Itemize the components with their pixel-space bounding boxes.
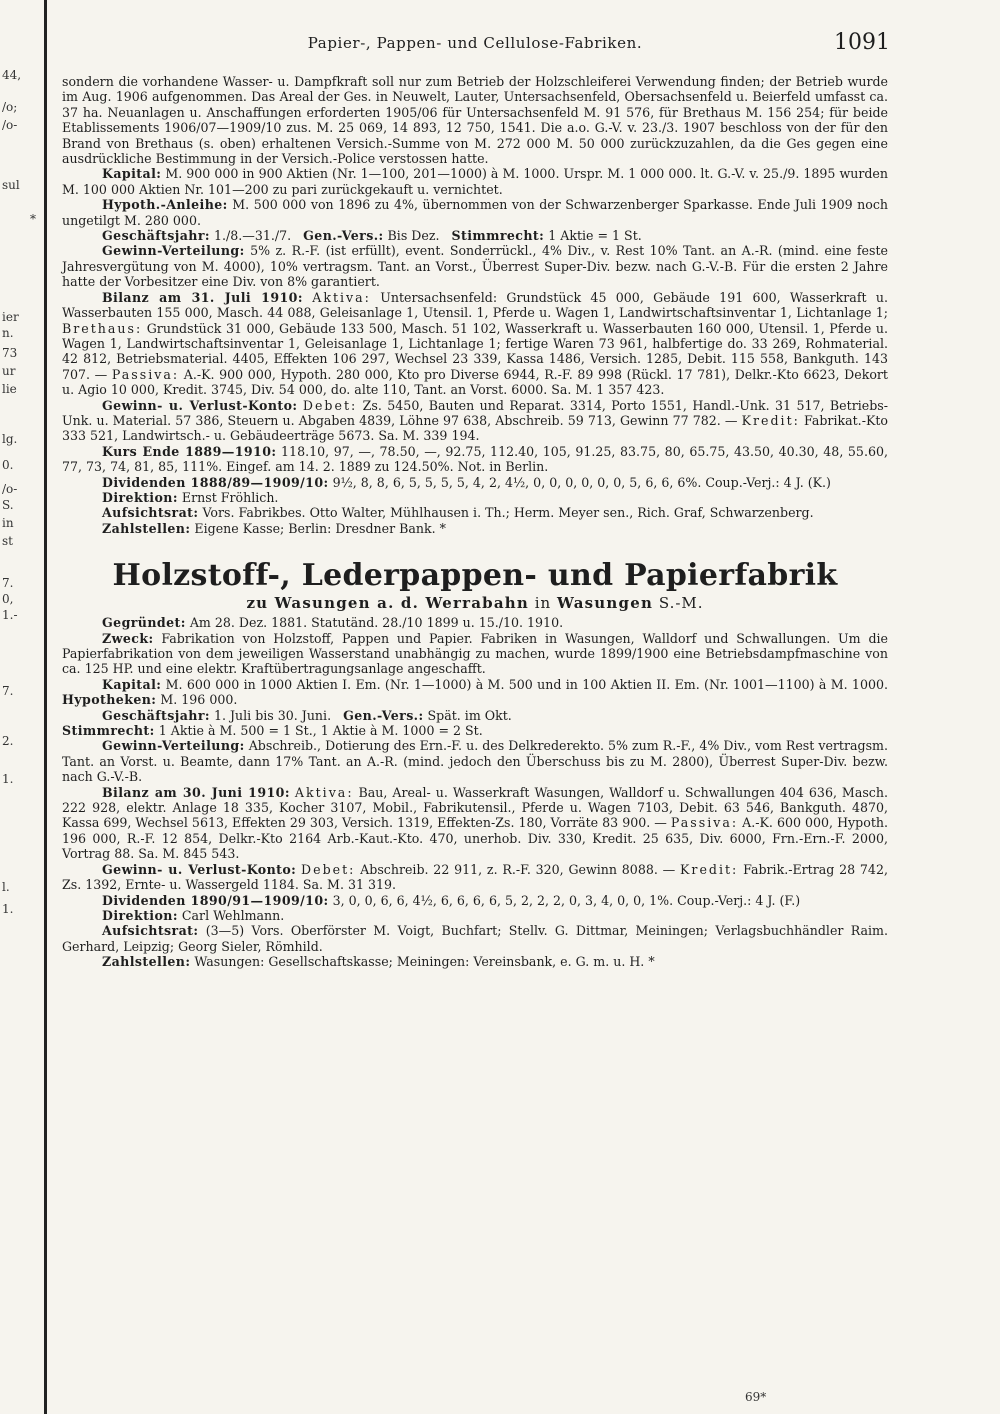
entry-text: M. 600 000 in 1000 Aktien I. Em. (Nr. 1—1000) à M. 500 und in 100 Aktien II. Em. (Nr. 1001—1100) à M. 1000. [165, 676, 888, 692]
entry-text: Abschreib., Dotierung des Ern.-F. u. des Delkrederekto. 5% zum R.-F., 4% Div., vom Rest vertragsm. Tant. an Vorst. u. Beamte, dann 17% Tant. an A.-R. (mind. jedoch den Überschuss bis zu M. 2800), Überrest Super-Div. bezw. nach G.-V.-B. [62, 738, 888, 785]
margin-fragment: 1.- [2, 608, 18, 622]
entry-text: Untersachsenfeld: Grundstück 45 000, Gebäude 191 600, Wasserkraft u. Wasserbauten 155 000, Masch. 44 088, Geleisanlage 1, Utensil. 1, Pferde u. Wagen 1, Landwirtschaftsinventar 1, Lichtanlage 1; [62, 289, 888, 321]
margin-fragment: 7. [2, 684, 14, 698]
margin-fragment: 2. [2, 734, 14, 748]
entry-label: Hypotheken: [62, 692, 157, 708]
margin-fragment: lg. [2, 432, 18, 446]
entry-text: 3, 0, 0, 6, 6, 4½, 6, 6, 6, 6, 5, 2, 2, 2, 0, 3, 4, 0, 0, 1%. Coup.-Verj.: 4 J. (F.) [332, 892, 801, 908]
margin-fragment: 0. [2, 458, 14, 472]
entry-text: Carl Wehlmann. [181, 907, 285, 923]
margin-fragment: sul [2, 178, 20, 192]
entry-text: Am 28. Dez. 1881. Statutänd. 28./10 1899 u. 15./10. 1910. [189, 615, 564, 631]
aufsichtsrat-entry [62, 923, 888, 954]
stimmrecht-entry [62, 723, 888, 738]
entry-text: A.-K. 600 000, Hypoth. 196 000, R.-F. 12 854, Delkr.-Kto 2164 Arb.-Kaut.-Kto. 470, unerhob. Div. 330, Kredit. 25 635, Div. 6000, Frn.-Ern.-F. 2000, Vortrag 88. Sa. M. 845 543. [62, 815, 888, 862]
margin-fragment: lie [2, 382, 17, 396]
margin-fragment: 44, [2, 68, 22, 82]
entry-text: 118.10, 97, —, 78.50, —, 92.75, 112.40, 105, 91.25, 83.75, 80, 65.75, 43.50, 40.30, 48, 55.60, 77, 73, 74, 81, 85, 111%. Eingef. am 14. 2. 1889 zu 124.50%. Not. in Berlin. [62, 443, 888, 475]
entry-label: Gen.-Vers.: [343, 707, 424, 723]
entry-label: Gewinn- u. Verlust-Konto: [102, 861, 297, 877]
entry-label: Kurs Ende 1889—1910: [102, 443, 277, 459]
bilanz-entry [62, 785, 888, 862]
company-subtitle [62, 594, 888, 612]
entry-label: Gewinn-Verteilung: [102, 243, 245, 259]
entry-label: Dividenden 1888/89—1909/10: [102, 474, 329, 490]
zahlstellen-entry [62, 954, 888, 969]
margin-fragment: 0, [2, 592, 14, 606]
margin-fragment: in [2, 516, 14, 530]
entry-text: 1./8.—31./7. [213, 228, 292, 244]
margin-fragment: st [2, 534, 13, 548]
margin-fragment: ier [2, 310, 19, 324]
kapital-entry [62, 677, 888, 708]
passiva-label: Passiva: [111, 366, 180, 382]
entry-text: Eigene Kasse; Berlin: Dresdner Bank. * [194, 520, 446, 536]
gewinn-verteilung-entry [62, 738, 888, 784]
margin-fragment: /o- [2, 482, 18, 496]
entry-label: Hypoth.-Anleihe: [102, 197, 228, 213]
entry-text: Fabrikat.-Kto 333 521, Landwirtsch.- u. Gebäudeerträge 5673. Sa. M. 339 194. [62, 412, 888, 444]
entry-label: Gewinn-Verteilung: [102, 738, 245, 754]
debet-label: Debet: [302, 397, 358, 413]
entry-label: Zahlstellen: [102, 520, 191, 536]
entry-label: Gewinn- u. Verlust-Konto: [102, 397, 298, 413]
margin-fragment: /o; [2, 100, 18, 114]
aufsichtsrat-entry [62, 505, 888, 520]
entry-label: Kapital: [102, 676, 162, 692]
entry-text: Grundstück 31 000, Gebäude 133 500, Masch. 51 102, Wasserkraft u. Wasserbauten 160 000, Utensil. 1, Pferde u. Wagen 1, Landwirtschaftsinventar 1, Geleisanlage 1, Lichtanlage 1; fertige Waren 73 961, halbfertige do. 33 269, Rohmaterial. 42 812, Betriebsmaterial. 4405, Effekten 106 297, Wechsel 23 339, Kassa 1486, Versich. 1285, Debit. 115 558, Bankguth. 143 707. — [62, 320, 888, 382]
kredit-label: Kredit: [741, 412, 800, 428]
company-region: S.-M. [658, 594, 704, 613]
entry-label: Aufsichtsrat: [102, 505, 199, 521]
entry-label: Bilanz am 30. Juni 1910: [102, 784, 290, 800]
entry-text: 1. Juli bis 30. Juni. [213, 707, 332, 723]
entry-text: 1 Aktie = 1 St. [548, 228, 642, 244]
margin-fragment: * [30, 212, 36, 226]
entry-text: A.-K. 900 000, Hypoth. 280 000, Kto pro Diverse 6944, R.-F. 89 998 (Rückl. 17 781), Delkr.-Kto 6623, Dekort u. Agio 10 000, Kredit. 3745, Div. 54 000, do. alte 110, Tant. an Vorst. 6000. Sa. M. 1 357 423. [62, 366, 888, 398]
dividenden-entry [62, 475, 888, 490]
entry-label: Direktion: [102, 907, 178, 923]
entry-text: Wasungen: Gesellschaftskasse; Meiningen: Vereinsbank, e. G. m. u. H. * [194, 954, 655, 970]
gewinn-verlust-entry [62, 862, 888, 893]
direktion-entry [62, 490, 888, 505]
kapital-entry [62, 166, 888, 197]
margin-fragment: 73 [2, 346, 18, 360]
entry-text: Bau, Areal- u. Wasserkraft Wasungen, Walldorf u. Schwallungen 404 636, Masch. 222 928, elektr. Anlage 18 335, Kocher 3107, Mobil., Fabrikutensil., Pferde u. Wagen 7103, Debit. 63 546, Bankguth. 4870, Kassa 699, Wechsel 5613, Effekten 29 303, Versich. 1319, Effekten-Zs. 180, Vorräte 83 900. — [62, 784, 888, 831]
entry-text: Spät. im Okt. [427, 707, 512, 723]
debet-label: Debet: [301, 861, 356, 877]
entry-text: Bis Dez. [387, 228, 440, 244]
geschaeftsjahr-entry [62, 708, 888, 723]
aktiva-label: Aktiva: [294, 784, 354, 800]
brethaus-label: Brethaus: [62, 320, 143, 336]
company-seat: Wasungen [557, 594, 654, 613]
margin-fragment: 1. [2, 772, 14, 786]
margin-fragment: 1. [2, 902, 14, 916]
running-title: Papier-, Pappen- und Cellulose-Fabriken. [307, 34, 643, 52]
dividenden-entry [62, 893, 888, 908]
entry-text: 9½, 8, 8, 6, 5, 5, 5, 5, 4, 2, 4½, 0, 0, 0, 0, 0, 0, 5, 6, 6, 6%. Coup.-Verj.: 4 J. (K.) [332, 474, 831, 490]
margin-fragment: ur [2, 364, 16, 378]
passiva-label: Passiva: [670, 815, 739, 831]
entry-label: Bilanz am 31. Juli 1910: [102, 289, 303, 305]
company-title: Holzstoff-, Lederpappen- und Papierfabrik [112, 558, 838, 594]
kurs-entry [62, 444, 888, 475]
gewinn-verteilung-entry [62, 243, 888, 289]
entry-text: Ernst Fröhlich. [181, 489, 279, 505]
margin-fragment: 7. [2, 576, 14, 590]
company-subtitle-in: in [534, 594, 552, 613]
aktiva-label: Aktiva: [312, 289, 371, 305]
zweck-entry [62, 631, 888, 677]
entry-text: Abschreib. 22 911, z. R.-F. 320, Gewinn 8088. — [360, 861, 676, 877]
margin-fragment: l. [2, 880, 10, 894]
bilanz-entry [62, 290, 888, 398]
hypothek-entry [62, 197, 888, 228]
entry-label: Stimmrecht: [451, 228, 545, 244]
margin-fragment: /o- [2, 118, 18, 132]
geschaeftsjahr-entry [62, 228, 888, 243]
entry-label: Gegründet: [102, 615, 186, 631]
entry-label: Direktion: [102, 489, 178, 505]
entry-text: Vors. Fabrikbes. Otto Walter, Mühlhausen i. Th.; Herm. Meyer sen., Rich. Graf, Schwarzenberg. [202, 505, 814, 521]
company-location: zu Wasungen a. d. Werrabahn [246, 594, 529, 613]
entry-label: Aufsichtsrat: [102, 923, 199, 939]
entry-text: M. 500 000 von 1896 zu 4%, übernommen von der Schwarzenberger Sparkasse. Ende Juli 1909 noch ungetilgt M. 280 000. [62, 197, 888, 228]
page-content [62, 74, 888, 970]
direktion-entry [62, 908, 888, 923]
zahlstellen-entry [62, 521, 888, 536]
entry-text: (3—5) Vors. Oberförster M. Voigt, Buchfart; Stellv. G. Dittmar, Meiningen; Verlagsbuchhändler Raim. Gerhard, Leipzig; Georg Sieler, Römhild. [62, 923, 888, 954]
entry-label: Geschäftsjahr: [102, 228, 210, 244]
printer-signature: 69* [745, 1390, 767, 1404]
page-header [60, 30, 890, 60]
margin-fragment: S. [2, 498, 14, 512]
entry-label: Stimmrecht: [62, 723, 155, 739]
entry-text: 1 Aktie à M. 500 = 1 St., 1 Aktie à M. 1000 = 2 St. [158, 723, 483, 739]
entry-label: Gen.-Vers.: [303, 228, 384, 244]
entry-text: Zs. 5450, Bauten und Reparat. 3314, Porto 1551, Handl.-Unk. 31 517, Betriebs-Unk. u. Material. 57 386, Steuern u. Abgaben 4839, Löhne 97 638, Abschreib. 59 713, Gewinn 77 782. — [62, 397, 888, 428]
page-fold-line [44, 0, 47, 1414]
entry-text: M. 196 000. [160, 692, 238, 708]
gewinn-verlust-entry [62, 398, 888, 444]
page-number: 1091 [834, 30, 890, 55]
entry-text: Fabrikation von Holzstoff, Pappen und Papier. Fabriken in Wasungen, Walldorf und Schwallungen. Um die Papierfabrikation von dem jeweiligen Wasserstand unabhängig zu machen, wurde 1899/1900 eine Betriebsdampfmaschine von ca. 125 HP. und eine elektr. Kraftübertragungsanlage angeschafft. [62, 630, 889, 677]
margin-fragment: n. [2, 326, 14, 340]
entry-label: Geschäftsjahr: [102, 707, 210, 723]
entry-text: 5% z. R.-F. (ist erfüllt), event. Sonderrückl., 4% Div., v. Rest 10% Tant. an A.-R. (mind. eine feste Jahresvergütung von M. 4000), 10% vertragsm. Tant. an Vorst., Überrest Super-Div. bezw. nach G.-V.-B. Für die ersten 2 Jahre hatte der Vorbesitzer eine Div. von 8% garantiert. [62, 243, 888, 290]
kredit-label: Kredit: [680, 861, 739, 877]
entry-text: Fabrik.-Ertrag 28 742, Zs. 1392, Ernte- u. Wassergeld 1184. Sa. M. 31 319. [62, 861, 888, 893]
entry-text: M. 900 000 in 900 Aktien (Nr. 1—100, 201—1000) à M. 1000. Urspr. M. 1 000 000. lt. G.-V. v. 25./9. 1895 wurden M. 100 000 Aktien Nr. 101—200 zu pari zurückgekauft u. vernichtet. [62, 166, 888, 197]
entry-label: Dividenden 1890/91—1909/10: [102, 892, 329, 908]
entry-label: Zweck: [102, 630, 154, 646]
entry-label: Zahlstellen: [102, 954, 191, 970]
entry-label: Kapital: [102, 166, 162, 182]
left-margin-fragments [0, 0, 44, 1414]
continuation-paragraph: sondern die vorhandene Wasser- u. Dampfkraft soll nur zum Betrieb der Holzschleiferei Verwendung finden; der Betrieb wurde im Aug. 1906 aufgenommen. Das Areal der Ges. in Neuwelt, Lauter, Untersachsenfeld, Obersachsenfeld u. Beierfeld umfasst ca. 37 ha. Neuanlagen u. Anschaffungen erforderten 1905/06 für Untersachsenfeld M. 91 576, für Brethaus M. 156 254; für beide Etablissements 1906/07—1909/10 zus. M. 25 069, 14 893, 12 750, 1541. Die a.o. G.-V. v. 23./3. 1907 beschloss von der für den Brand von Brethaus (s. oben) erhaltenen Versich.-Summe von M. 272 000 M. 50 000 zurückzuzahlen, da die Ges gegen eine ausdrückliche Bestimmung in der Versich.-Police verstossen hatte. [62, 74, 888, 167]
gegruendet-entry [62, 615, 888, 630]
